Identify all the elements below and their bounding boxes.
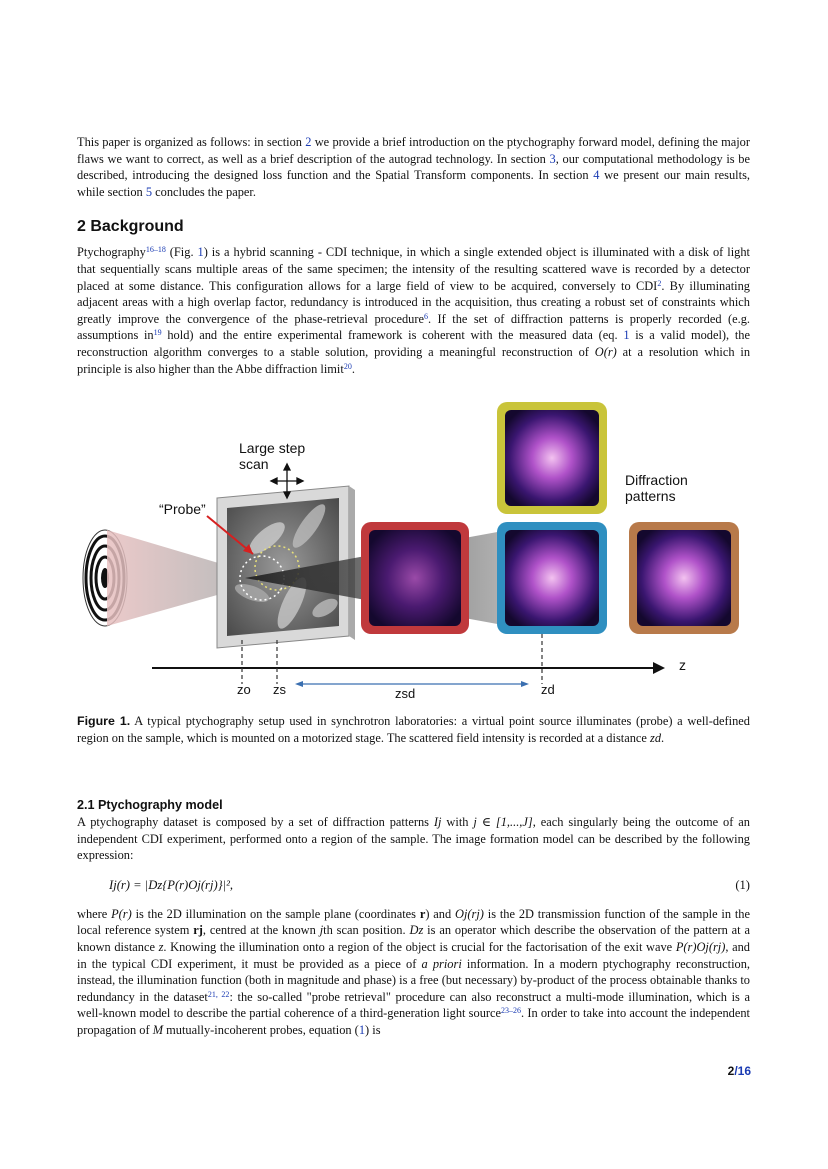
label-large-step: Large step [239,440,306,456]
body-text: mutually-incoherent probes, equation ( [163,1022,359,1037]
math-expression: rj [193,923,203,938]
label-z-s: zs [273,682,286,697]
citation-link[interactable]: 16–18 [145,245,166,255]
caption-math: zd [650,730,662,745]
figure-caption [77,713,750,746]
equation-number: (1) [735,877,750,892]
body-text: . Knowing the illumination onto a region of the object is crucial for the factorisation of the exit wave [163,939,676,954]
italic-text: a priori [421,956,462,971]
page-body [77,134,750,377]
caption-label: Figure 1. [77,714,131,728]
body-text: is the 2D transmission function of the sample in the local reference system [77,906,751,938]
equation-link[interactable]: 1 [358,1022,366,1037]
intro-text: we present our main results, while section [77,168,750,199]
intro-text: This paper is organized as follows: in section [77,135,306,149]
math-expression: z [158,939,164,954]
equation-body: Ij(r) = |Dz{P(r)Oj(rj)}|², [109,877,234,892]
intro-text: , our computational methodology is be described, introducing the designed loss function and the Spatial Transform components. In section [77,151,750,183]
model-paragraph-2 [77,906,750,1039]
section-link[interactable]: 4 [593,168,600,183]
caption-text: A typical ptychography setup used in synchrotron laboratories: a virtual point source illuminates (probe) a well-defined region on the sample, which is mounted on a motorized stage. The scattered field intensity is recorded at a distance [77,714,751,745]
body-text: ) is a hybrid scanning - CDI technique, in which a single extended object is illuminated with a disk of light that sequentially scans multiple areas of the same specimen; the intensity of the resulting scattered wave is recorded by a detector placed at some distance. This configuration allows for a large field of view to be acquired, conversely to CDI [77,245,750,293]
body-text: where [77,906,112,921]
math-expression: P(r)Oj(rj) [675,939,726,954]
body-text: ) is [365,1022,381,1037]
label-axis-z: z [679,657,686,673]
label-probe: “Probe” [159,501,206,517]
math-expression: j [319,923,324,938]
section-link[interactable]: 3 [549,151,556,166]
citation-link[interactable]: 20 [343,361,352,371]
page-number [728,1064,751,1078]
body-text: A ptychography dataset is composed by a set of diffraction patterns [77,815,434,829]
body-text: hold) and the entire experimental framework is coherent with the measured data (eq. [161,328,624,343]
body-text: , and in the typical CDI experiment, it must be provided as a piece of [77,939,750,971]
equation-1 [77,874,750,898]
label-scan: scan [239,456,269,472]
figure-ptychography-setup [77,398,750,703]
math-expression: O(r) [594,344,617,359]
body-text: . In order to take into account the independent propagation of [77,1006,751,1037]
figure-link[interactable]: 1 [197,245,204,260]
body-text: information. In a modern ptychography reconstruction, instead, the illumination function (both in magnitude and phase) is a free (but necessary) by-product of the process obtainable thanks to redundancy in the dataset [77,956,751,1004]
diffraction-pattern-yellow [497,402,607,514]
intro-text: we provide a brief introduction on the ptychography forward model, defining the major flaws we want to correct, as well as a brief description of the autograd technology. In section [77,135,750,166]
math-expression: P(r) [111,906,132,921]
section-link[interactable]: 5 [145,184,153,199]
section-heading: 2 Background [77,218,184,236]
figure-svg [77,398,750,703]
section-link[interactable]: 2 [305,135,312,149]
background-paragraph [77,244,750,377]
z-axis-arrowhead [653,662,665,674]
caption-paragraph [77,713,750,746]
diffraction-pattern-blue [497,522,607,634]
math-expression: j ∈ [1,...,J] [473,815,533,829]
body-text: , centred at the known [202,923,320,938]
body-text: (Fig. [165,245,198,260]
citation-link[interactable]: 23–26 [501,1006,522,1016]
model-paragraph-1 [77,814,750,864]
math-expression: Ij [433,815,442,829]
caption-end: . [661,730,665,745]
citation-link[interactable]: 6 [424,311,428,321]
label-diffraction: Diffraction [625,472,688,488]
math-expression: Dz [409,923,424,938]
body-text: Ptychography [77,245,146,260]
body-text: . By illuminating adjacent areas with a high overlap factor, redundancy is introduced in the acquisition, thus creating a robust set of constraints which greatly improve the convergence of the phase-retrieval procedure [77,278,750,326]
diffraction-pattern-red [361,522,469,634]
body-text: is a valid model), the reconstruction algorithm converges to a stable solution, providing a meaningful reconstruction of [77,328,751,359]
label-z-d: zd [541,682,555,697]
diffraction-pattern-orange [629,522,739,634]
section-2-1 [77,798,750,1039]
math-expression: M [152,1022,164,1037]
body-text: : the so-called "probe retrieval" procedure can also reconstruct a multi-mode illumination, which is a well-known model to describe the partial coherence of a third-generation light source [77,989,750,1021]
page-total: /16 [734,1064,751,1078]
math-expression: Oj(rj) [455,906,484,921]
label-z-o: zo [237,682,251,697]
citation-link[interactable]: 21, 22 [207,989,230,999]
math-expression: r [419,906,426,921]
body-text: is an operator which describe the observation of the pattern at a known distance [77,923,750,954]
page-current: 2 [727,1064,735,1078]
subsection-heading: 2.1 Ptychography model [77,798,223,812]
body-text: th scan position. [323,923,410,938]
intro-text: concludes the paper. [152,184,256,199]
equation-link[interactable]: 1 [623,328,630,343]
intro-paragraph [77,134,750,200]
body-text: , each singularly being the outcome of an independent CDI experiment, performed onto a region of the sample. The image formation model can be described by the following expression: [77,815,751,863]
body-text: ) and [425,906,456,921]
citation-link[interactable]: 2 [657,278,662,288]
label-patterns: patterns [625,488,676,504]
label-z-sd: zsd [395,686,416,701]
body-text: . [351,361,355,376]
body-text: with [441,815,474,829]
body-text: is the 2D illumination on the sample plane (coordinates [131,906,420,921]
body-text: . If the set of diffraction patterns is properly recorded (e.g. assumptions in [77,311,750,343]
citation-link[interactable]: 19 [153,328,162,338]
body-text: at a resolution which in principle is also higher than the Abbe diffraction limit [77,344,751,376]
